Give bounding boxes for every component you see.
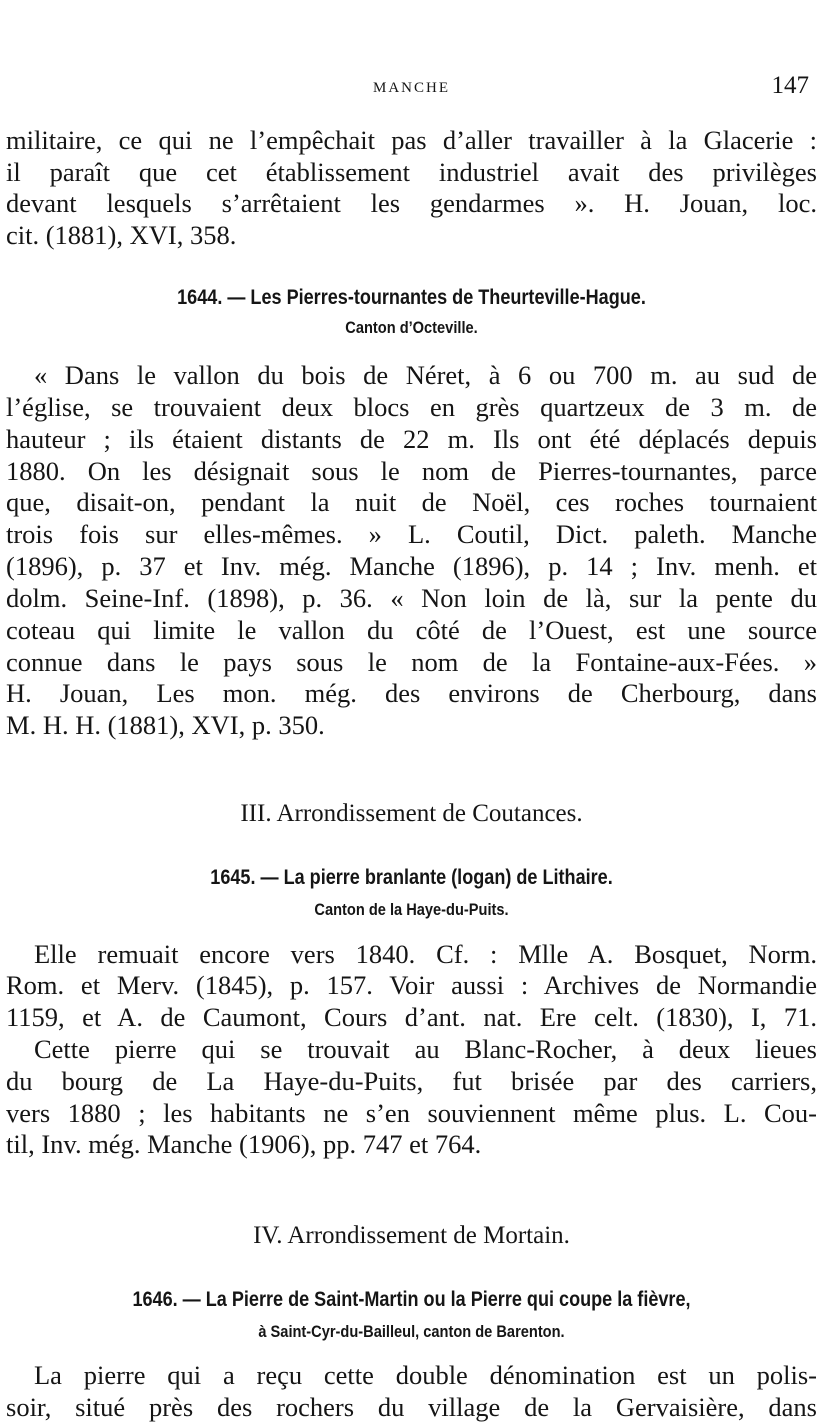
text-line: Rom. et Merv. (1845), p. 157. Voir aussi : Archives de Normandie xyxy=(6,970,817,1000)
text-line: que, disait-on, pendant la nuit de Noël, ces roches tournaient xyxy=(6,487,817,517)
text-line: Elle remuait encore vers 1840. Cf. : Mlle A. Bosquet, Norm. xyxy=(34,939,817,969)
entry-title-1645: 1645. — La pierre branlante (logan) de Lithaire. xyxy=(210,866,613,889)
text-line: du bourg de La Haye-du-Puits, fut brisée par des carriers, xyxy=(6,1066,817,1096)
text-line: vers 1880 ; les habitants ne s’en souviennent même plus. L. Cou- xyxy=(6,1098,817,1128)
text-line: coteau qui limite le vallon du côté de l’Ouest, est une source xyxy=(6,615,817,645)
entry-title-1644: 1644. — Les Pierres-tournantes de Theurteville-Hague. xyxy=(177,286,646,309)
text-line: dolm. Seine-Inf. (1898), p. 36. « Non loin de là, sur la pente du xyxy=(6,583,817,613)
page-number: 147 xyxy=(771,72,809,99)
entry-subtitle-1645: Canton de la Haye-du-Puits. xyxy=(314,900,509,919)
entry-title-1646: 1646. — La Pierre de Saint-Martin ou la Pierre qui coupe la fièvre, xyxy=(132,1288,691,1311)
text-line: M. H. H. (1881), XVI, p. 350. xyxy=(6,710,325,740)
text-line: militaire, ce qui ne l’empêchait pas d’aller travailler à la Glacerie : xyxy=(6,125,817,155)
text-line: devant lesquels s’arrêtaient les gendarmes ». H. Jouan, loc. xyxy=(6,188,817,218)
text-line: « Dans le vallon du bois de Néret, à 6 ou 700 m. au sud de xyxy=(34,360,817,390)
text-line: La pierre qui a reçu cette double dénomination est un polis- xyxy=(34,1360,817,1390)
text-line: l’église, se trouvaient deux blocs en grès quartzeux de 3 m. de xyxy=(6,392,817,422)
text-line: H. Jouan, Les mon. még. des environs de Cherbourg, dans xyxy=(6,678,817,708)
text-line: soir, situé près des rochers du village de la Gervaisière, dans xyxy=(6,1392,817,1422)
text-line: trois fois sur elles-mêmes. » L. Coutil, Dict. paleth. Manche xyxy=(6,519,817,549)
text-line: il paraît que cet établissement industriel avait des privilèges xyxy=(6,157,817,187)
section-heading-mortain: IV. Arrondissement de Mortain. xyxy=(253,1222,570,1249)
entry-subtitle-1646: à Saint-Cyr-du-Bailleul, canton de Barenton. xyxy=(258,1322,565,1341)
section-heading-coutances: III. Arrondissement de Coutances. xyxy=(240,800,583,827)
text-line: cit. (1881), XVI, 358. xyxy=(6,220,237,250)
text-line: 1159, et A. de Caumont, Cours d’ant. nat. Ere celt. (1830), I, 71. xyxy=(6,1002,817,1032)
entry-subtitle-1644: Canton d’Octeville. xyxy=(345,318,478,337)
text-line: til, Inv. még. Manche (1906), pp. 747 et 764. xyxy=(6,1129,482,1159)
text-line: (1896), p. 37 et Inv. még. Manche (1896), p. 14 ; Inv. menh. et xyxy=(6,551,817,581)
text-line: connue dans le pays sous le nom de la Fontaine-aux-Fées. » xyxy=(6,647,817,677)
text-line: 1880. On les désignait sous le nom de Pierres-tournantes, parce xyxy=(6,456,817,486)
running-title: MANCHE xyxy=(372,80,450,96)
page-header xyxy=(0,72,823,102)
text-line: Cette pierre qui se trouvait au Blanc-Rocher, à deux lieues xyxy=(34,1034,817,1064)
text-line: hauteur ; ils étaient distants de 22 m. Ils ont été déplacés depuis xyxy=(6,424,817,454)
